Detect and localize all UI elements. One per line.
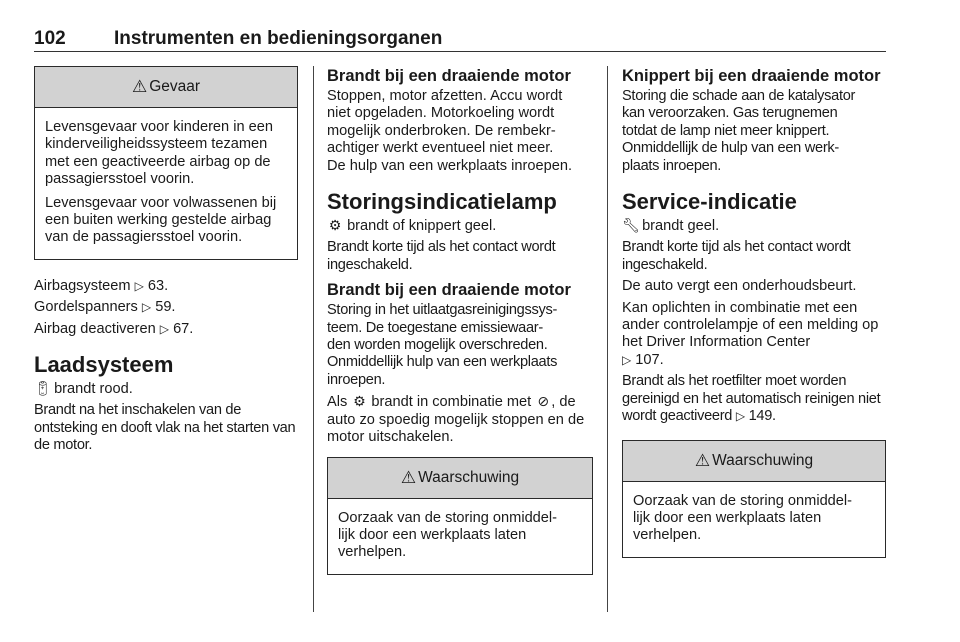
engine-check-icon: ⚙	[328, 217, 342, 234]
column-1	[34, 66, 298, 459]
heading-running-engine: Brandt bij een draaiende motor	[327, 67, 571, 85]
danger-text-1: Levensgevaar voor kinderen in een kinderveiligheidssysteem tezamen met een geactiveerde airbag op de passagiersstoel voorin.	[45, 119, 273, 188]
engine-indicator-line: ⚙ brandt of knippert geel.	[328, 217, 497, 235]
warning-text: Oorzaak van de storing onmiddel- lijk door een werkplaats laten verhelpen.	[338, 509, 558, 561]
service-text-1: Brandt korte tijd als het contact wordt ingeschakeld.	[622, 239, 851, 273]
heading-fault-indicator: Storingsindicatielamp	[327, 189, 557, 215]
heading-service-indicator: Service-indicatie	[622, 189, 797, 215]
page-header	[34, 28, 886, 52]
ref-belt-tensioners[interactable]: Gordelspanners ▷ 59.	[34, 299, 176, 316]
warning-box-header	[623, 441, 885, 482]
heading-charging-system: Laadsysteem	[34, 352, 174, 378]
ref-airbag-deactivation[interactable]: Airbag deactiveren ▷ 67.	[34, 320, 194, 337]
ref-arrow-icon[interactable]: ▷	[622, 352, 632, 367]
combo-text: Als ⚙ brandt in combinatie met ⊘ , de auto zo spoedig mogelijk stoppen en de motor uitschakelen.	[327, 393, 585, 446]
page-title: Instrumenten en bedieningsorganen	[114, 28, 443, 49]
wrench-icon: 🔧︎	[622, 217, 640, 234]
danger-text-2: Levensgevaar voor volwassenen bij een buiten werking gestelde airbag van de passagiersstoel voorin.	[45, 194, 277, 246]
running-engine-text: Stoppen, motor afzetten. Accu wordt niet opgeladen. Motorkoeling wordt mogelijk onderbroken. De rembekr- achtiger werkt eventueel niet meer. De hulp van een werkplaats inroepen.	[327, 88, 573, 174]
battery-icon: 🔋︎	[34, 380, 52, 397]
column-2	[327, 66, 593, 575]
danger-box-header	[35, 67, 297, 108]
fault-running-text: Storing in het uitlaatgasreinigingssys- teem. De toegestane emissiewaar- den worden mogelijk overschreden. Onmiddellijk hulp van een werkplaats inroepen.	[327, 302, 558, 388]
blinking-text: Storing die schade aan de katalysator kan veroorzaken. Gas terugnemen totdat de lamp niet meer knippert. Onmiddellijk de hulp van een werk- plaats inroepen.	[622, 88, 856, 174]
danger-box-title: Gevaar	[149, 78, 201, 95]
battery-indicator-line: 🔋︎ brandt rood.	[34, 380, 133, 398]
warning-box-title: Waarschuwing	[712, 451, 814, 469]
danger-box	[34, 66, 298, 260]
brake-warning-icon: ⊘	[537, 393, 550, 410]
warning-box-body	[623, 482, 885, 557]
fault-text: Brandt korte tijd als het contact wordt ingeschakeld.	[327, 239, 556, 273]
warning-box-body	[328, 499, 592, 574]
service-text-2: De auto vergt een onderhoudsbeurt.	[622, 278, 857, 295]
service-text-3: Kan oplichten in combinatie met een ander controlelampje of een melding op het Driver Information Center ▷ 107.	[622, 299, 879, 368]
header-rule	[34, 51, 886, 52]
warning-box-header	[328, 458, 592, 499]
heading-fault-running: Brandt bij een draaiende motor	[327, 281, 571, 300]
ref-arrow-icon: ▷	[134, 278, 144, 293]
warning-box	[622, 440, 886, 558]
column-divider-2	[607, 66, 608, 612]
warning-triangle-icon: ⚠	[400, 467, 417, 487]
charging-text: Brandt na het inschakelen van de ontsteking en dooft vlak na het starten van de motor.	[34, 402, 296, 454]
warning-box-title: Waarschuwing	[418, 468, 520, 486]
ref-arrow-icon: ▷	[141, 300, 152, 315]
danger-box-body	[35, 108, 297, 259]
warning-box	[327, 457, 593, 575]
engine-check-icon: ⚙	[353, 393, 366, 410]
column-divider-1	[313, 66, 314, 612]
warning-triangle-icon: ⚠	[694, 450, 711, 470]
service-indicator-line: 🔧︎ brandt geel.	[622, 217, 720, 235]
ref-arrow-icon[interactable]: ▷	[735, 409, 745, 424]
warning-text: Oorzaak van de storing onmiddel- lijk door een werkplaats laten verhelpen.	[633, 492, 853, 544]
column-3	[622, 66, 886, 558]
ref-arrow-icon: ▷	[159, 321, 169, 336]
warning-triangle-icon: ⚠	[131, 77, 148, 96]
page-number: 102	[34, 28, 66, 49]
ref-airbag-system[interactable]: Airbagsysteem ▷ 63.	[34, 277, 169, 294]
heading-blinking: Knippert bij een draaiende motor	[622, 67, 881, 85]
service-text-4: Brandt als het roetfilter moet worden gereinigd en het automatisch reinigen niet wordt geactiveerd ▷ 149.	[622, 373, 881, 425]
